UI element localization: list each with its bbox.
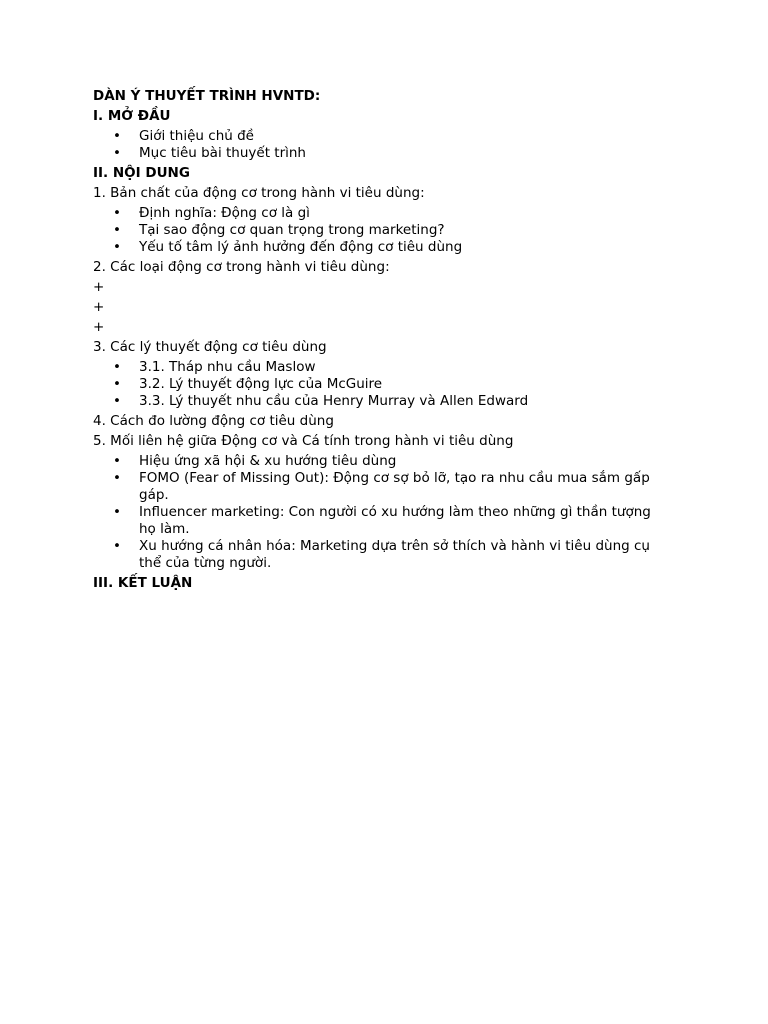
plus-item: + [93, 279, 105, 295]
section-heading-intro: I. MỞ ĐẦU [93, 108, 171, 124]
part-5-list [93, 453, 663, 572]
list-item: • FOMO (Fear of Missing Out): Động cơ sợ bỏ lỡ, tạo ra nhu cầu mua sắm gấp gáp. [113, 470, 650, 503]
plus-item: + [93, 319, 105, 335]
list-item: • Tại sao động cơ quan trọng trong marketing? [113, 222, 445, 238]
list-item: • Xu hướng cá nhân hóa: Marketing dựa trên sở thích và hành vi tiêu dùng cụ thể của từng người. [113, 538, 650, 571]
part-4-title: 4. Cách đo lường động cơ tiêu dùng [93, 413, 334, 429]
section-heading-conclusion: III. KẾT LUẬN [93, 575, 193, 591]
bullet-icon: • [113, 393, 121, 409]
document-title: DÀN Ý THUYẾT TRÌNH HVNTD: [93, 88, 321, 104]
bullet-icon: • [113, 470, 121, 486]
bullet-icon: • [113, 239, 121, 255]
bullet-icon: • [113, 453, 121, 469]
intro-list [93, 128, 663, 162]
document-page [93, 88, 663, 595]
list-item: • Influencer marketing: Con người có xu hướng làm theo những gì thần tượng họ làm. [113, 504, 651, 537]
bullet-icon: • [113, 376, 121, 392]
list-item: • Định nghĩa: Động cơ là gì [113, 205, 310, 221]
list-item: • Mục tiêu bài thuyết trình [113, 145, 306, 161]
list-item: • Yếu tố tâm lý ảnh hưởng đến động cơ tiêu dùng [113, 239, 463, 255]
list-item: • 3.2. Lý thuyết động lực của McGuire [113, 376, 383, 392]
list-item: • Giới thiệu chủ đề [113, 128, 254, 144]
plus-item: + [93, 299, 105, 315]
part-3-title: 3. Các lý thuyết động cơ tiêu dùng [93, 339, 327, 355]
part-1-list [93, 205, 663, 256]
list-item: • 3.1. Tháp nhu cầu Maslow [113, 359, 316, 375]
bullet-icon: • [113, 504, 121, 520]
bullet-icon: • [113, 359, 121, 375]
part-5-title: 5. Mối liên hệ giữa Động cơ và Cá tính trong hành vi tiêu dùng [93, 433, 514, 449]
part-2-title: 2. Các loại động cơ trong hành vi tiêu dùng: [93, 259, 390, 275]
bullet-icon: • [113, 538, 121, 554]
bullet-icon: • [113, 205, 121, 221]
bullet-icon: • [113, 222, 121, 238]
list-item: • Hiệu ứng xã hội & xu hướng tiêu dùng [113, 453, 397, 469]
bullet-icon: • [113, 128, 121, 144]
section-heading-content: II. NỘI DUNG [93, 165, 190, 181]
part-1-title: 1. Bản chất của động cơ trong hành vi tiêu dùng: [93, 185, 425, 201]
list-item: • 3.3. Lý thuyết nhu cầu của Henry Murray và Allen Edward [113, 393, 529, 409]
bullet-icon: • [113, 145, 121, 161]
part-3-list [93, 359, 663, 410]
